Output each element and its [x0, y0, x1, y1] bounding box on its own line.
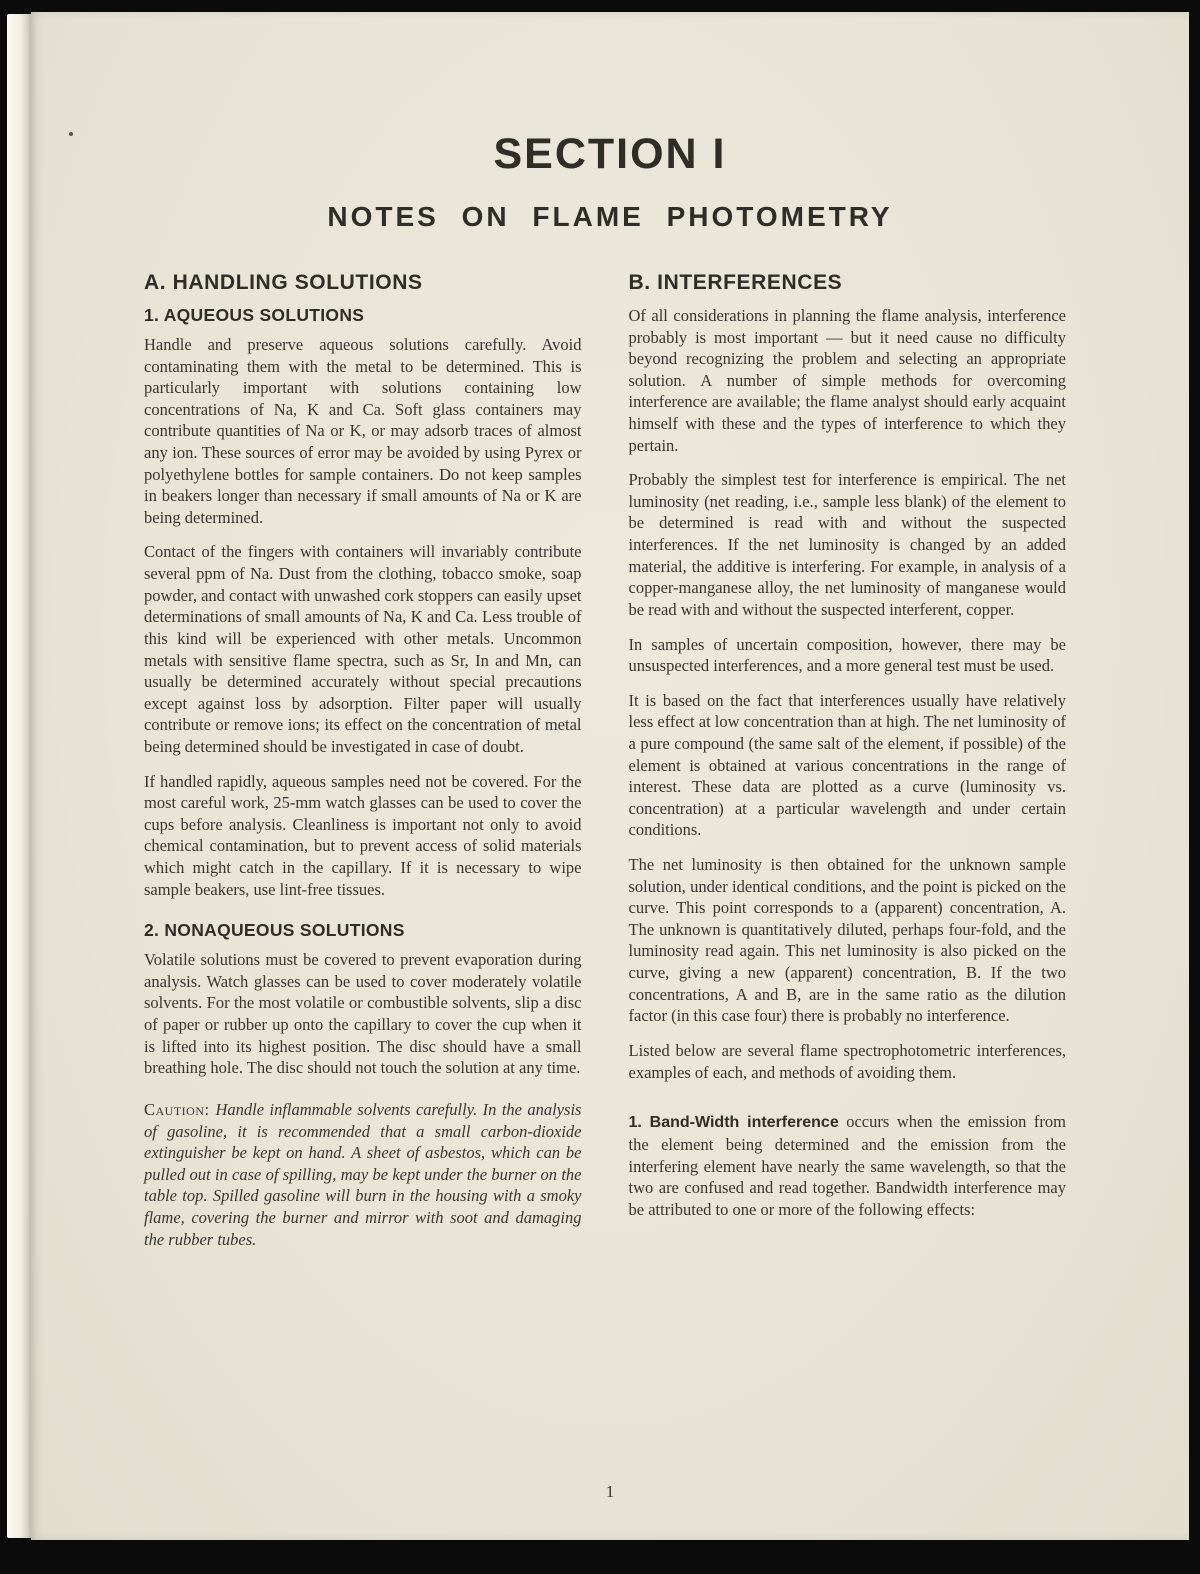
two-column-body	[144, 271, 1066, 1263]
paragraph: If handled rapidly, aqueous samples need not be covered. For the most careful work, 25-mm watch glasses can be used to cover the cups before analysis. Cleanliness is important not only to avoid chemical contamination, but to prevent access of solid materials which might catch in the capillary. If it is necessary to wipe sample beakers, use lint-free tissues.	[144, 771, 582, 899]
band-width-interference-lead: 1. Band-Width interference	[628, 1114, 839, 1132]
paragraph: Listed below are several flame spectrophotometric interferences, examples of each, and methods of avoiding them.	[628, 1040, 1066, 1082]
paragraph: It is based on the fact that interferences usually have relatively less effect at low concentration than at high. The net luminosity of a pure compound (the same salt of the element, if possible) of the element is obtained at various concentrations in the range of interest. These data are plotted as a curve (luminosity vs. concentration) at a particular wavelength and under certain conditions.	[628, 690, 1066, 840]
paragraph: Handle and preserve aqueous solutions carefully. Avoid contaminating them with the metal to be determined. This is particularly important with solutions containing low concentrations of Na, K and Ca. Soft glass containers may contribute quantities of Na or K, or may adsorb traces of almost any ion. These sources of error may be avoided by using Pyrex or polyethylene bottles for sample containers. Do not keep samples in beakers longer than necessary if small amounts of Na or K are being determined.	[144, 335, 582, 527]
heading-handling-solutions: A. HANDLING SOLUTIONS	[144, 271, 423, 294]
left-column	[144, 271, 582, 1263]
section-subtitle: NOTES ON FLAME PHOTOMETRY	[327, 201, 893, 232]
right-column	[629, 271, 1067, 1263]
section-title: SECTION I	[493, 130, 727, 178]
paragraph: The net luminosity is then obtained for the unknown sample solution, under identical conditions, and the point is picked on the curve. This point corresponds to a (apparent) concentration, A. The unknown is quantitatively diluted, perhaps four-fold, and the luminosity read again. This net luminosity is also picked on the curve, giving a new (apparent) concentration, B. If the two concentrations, A and B, are in the same ratio as the dilution factor (in this case four) there is probably no interference.	[628, 855, 1066, 1026]
document-page	[31, 12, 1189, 1540]
subheading-nonaqueous-solutions: 2. NONAQUEOUS SOLUTIONS	[144, 920, 405, 941]
caution-text: Handle inflammable solvents carefully. In the analysis of gasoline, it is recommended that a small carbon-dioxide extinguisher be kept on hand. A sheet of asbestos, which can be pulled out in case of spilling, may be kept under the burner on the table top. Spilled gasoline will burn in the housing with a smoky flame, covering the burner and mirror with soot and damaging the rubber tubes.	[144, 1099, 582, 1249]
caution-paragraph	[144, 1099, 582, 1250]
subheading-aqueous-solutions: 1. AQUEOUS SOLUTIONS	[144, 305, 365, 325]
paragraph: In samples of uncertain composition, however, there may be unsuspected interferences, and a more general test must be used.	[628, 634, 1066, 676]
heading-interferences: B. INTERFERENCES	[628, 271, 843, 294]
band-width-interference-text: occurs when the emission from the element being determined and the emission from the interfering element have nearly the same wavelength, so that the two are confused and read together. Bandwidth interference may be attributed to one or more of the following effects:	[628, 1112, 1066, 1219]
band-width-interference-item	[629, 1111, 1067, 1220]
scan-speck	[69, 132, 73, 136]
page-number: 1	[605, 1482, 615, 1501]
paragraph: Of all considerations in planning the flame analysis, interference probably is most important — but it need cause no difficulty beyond recognizing the problem and selecting an appropriate solution. A number of simple methods for overcoming interference are available; the flame analyst should early acquaint himself with these and the types of interference to which they pertain.	[628, 306, 1066, 455]
paragraph: Contact of the fingers with containers will invariably contribute several ppm of Na. Dust from the clothing, tobacco smoke, soap powder, and contact with unwashed cork stoppers can easily upset determinations of small amounts of Na, K and Ca. Less trouble of this kind will be experienced with other metals. Uncommon metals with sensitive flame spectra, such as Sr, In and Mn, can usually be determined accurately without special precautions except against loss by adsorption. Filter paper will usually contribute or remove ions; its effect on the concentration of metal being determined should be investigated in case of doubt.	[144, 542, 582, 756]
caution-label: Caution:	[144, 1099, 216, 1119]
book-binding-edge	[7, 14, 31, 1538]
paragraph: Volatile solutions must be covered to prevent evaporation during analysis. Watch glasses can be used to cover moderately volatile solvents. For the most volatile or combustible solvents, slip a disc of paper or rubber up onto the capillary to cover the cup when it is lifted into its highest position. The disc should have a small breathing hole. The disc should not touch the solution at any time.	[144, 950, 582, 1078]
paragraph: Probably the simplest test for interference is empirical. The net luminosity (net reading, i.e., sample less blank) of the element to be determined is read with and without the suspected interferences. If the net luminosity is changed by an added material, the additive is interfering. For example, in analysis of a copper-manganese alloy, the net luminosity of manganese would be read with and without the suspected interferent, copper.	[628, 470, 1066, 619]
